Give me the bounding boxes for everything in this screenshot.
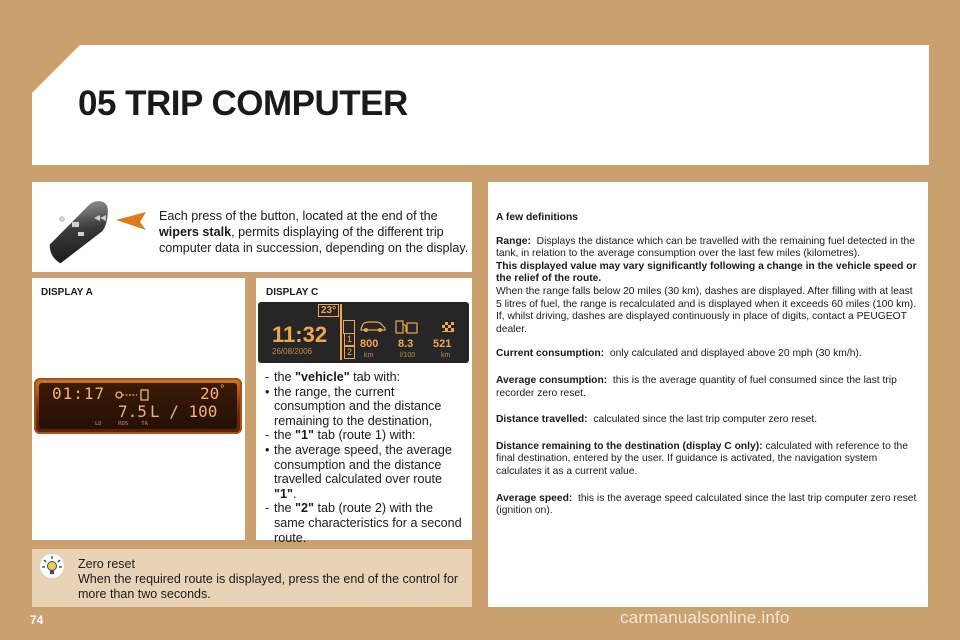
display-c-value-3: 521	[433, 338, 452, 350]
display-c-temp: 23°	[318, 304, 339, 317]
definition-average-consumption: Average consumption: this is the average quantity of fuel consumed since the last trip recorder zero reset.	[496, 374, 897, 399]
definition-average-speed: Average speed: this is the average speed calculated since the last trip computer zero reset (ignition on).	[496, 492, 917, 517]
page-title: 05 TRIP COMPUTER	[78, 84, 408, 123]
display-c-unit-2: l/100	[400, 352, 416, 359]
display-c-unit-3: km	[441, 352, 451, 359]
page-number: 74	[30, 613, 44, 627]
car-icon	[358, 319, 388, 333]
display-c-date: 26/08/2006	[272, 347, 313, 356]
list-item: • the average speed, the average consumption and the distance travelled calculated over route "1".	[265, 442, 452, 501]
flag-icon	[441, 321, 455, 333]
definitions-body	[496, 212, 918, 528]
display-a-time: 01:17	[52, 384, 106, 403]
display-c-label: DISPLAY C	[266, 287, 319, 298]
display-a-temp: 20°	[200, 384, 226, 403]
display-a-label: DISPLAY A	[41, 287, 93, 298]
list-item: - the "vehicle" tab with:	[265, 370, 401, 384]
destination-icon	[406, 322, 418, 334]
display-a-consumption: 7.5	[118, 402, 147, 421]
definition-current-consumption: Current consumption: only calculated and displayed above 20 mph (30 km/h).	[496, 348, 862, 360]
display-c-tab-list	[265, 370, 467, 545]
display-c-tab-2: 2	[344, 346, 355, 359]
display-c-unit-1: km	[364, 352, 374, 359]
definition-distance-travelled: Distance travelled: calculated since the last trip computer zero reset.	[496, 414, 818, 426]
zero-reset-text	[78, 557, 468, 603]
display-c-time: 11:32	[272, 322, 328, 347]
wiper-stalk-icon	[42, 200, 154, 266]
zero-reset-description: When the required route is displayed, press the end of the control for more than two seconds.	[78, 572, 459, 602]
definition-distance-remaining: Distance remaining to the destination (display C only): calculated with reference to the final destination, entered by the user. If guidance is activated, the navigation system calculates it as a current value.	[496, 440, 909, 477]
display-c-value-1: 800	[360, 338, 379, 350]
list-item: • the range, the current consumption and the distance remaining to the destination,	[265, 384, 442, 428]
fuel-pump-icon	[115, 388, 153, 402]
zero-reset-title: Zero reset	[78, 557, 135, 571]
display-a-unit: L / 100	[150, 402, 218, 421]
list-item: - the "1" tab (route 1) with:	[265, 428, 416, 443]
wrench-icon	[343, 320, 355, 334]
watermark: carmanualsonline.info	[620, 608, 790, 627]
definitions-heading: A few definitions	[496, 212, 578, 223]
intro-text: Each press of the button, located at the end of the wipers stalk, permits displaying of the different trip computer data in succession, depending on the display.	[159, 209, 469, 255]
arrow-icon	[116, 212, 146, 230]
list-item: - the "2" tab (route 2) with the same characteristics for a second route.	[265, 501, 462, 545]
display-c-tab-1: 1	[344, 333, 355, 346]
definition-range: Range: Displays the distance which can be travelled with the remaining fuel detected in the tank, in relation to the average consumption over the last few miles (kilometres). This displayed value may vary significantly following a change in the vehicle speed or the relief of the route. When the range falls below 20 miles (30 km), dashes are displayed. After filling with at least 5 litres of fuel, the range is recalculated and is displayed when it exceeds 60 miles (100 km). If, whilst driving, dashes are displayed continuously in place of digits, contact a PEUGEOT dealer.	[496, 235, 917, 335]
display-c-value-2: 8.3	[398, 338, 414, 350]
lightbulb-tip-icon	[38, 552, 66, 580]
display-c-divider	[340, 304, 342, 360]
display-a-indicators: LD RDS TA	[95, 421, 148, 427]
